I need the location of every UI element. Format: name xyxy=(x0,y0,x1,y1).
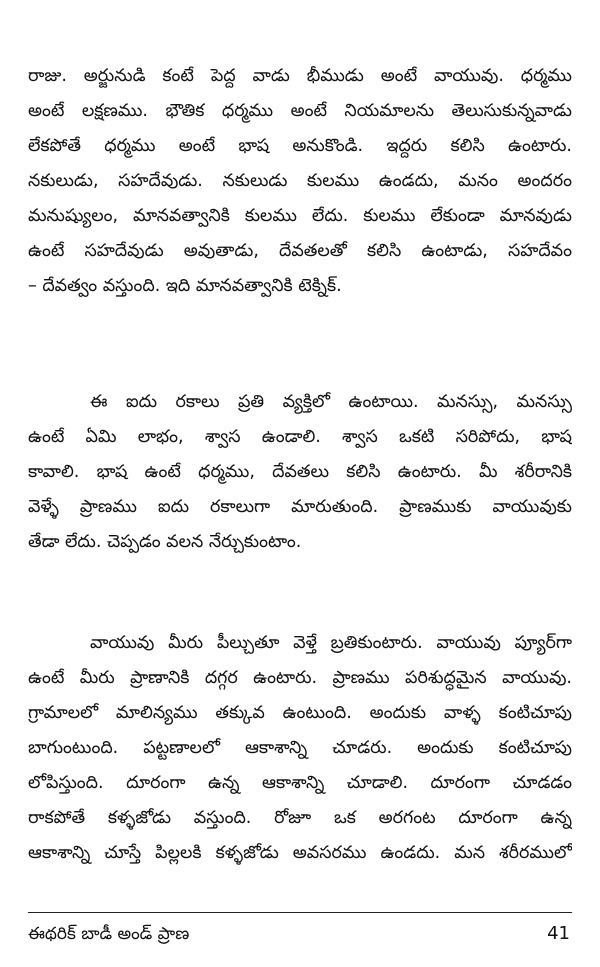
text-line: లేకపోతే ధర్మము అంటే భాష అనుకొండి. ఇద్దరు కలిసి ఉంటారు. xyxy=(28,136,572,156)
paragraph-2 xyxy=(28,385,572,560)
text-line: అంటే లక్షణము. భౌతిక ధర్మము అంటే నియమాలను తెలుసుకున్నవాడు xyxy=(28,101,572,121)
footer-divider xyxy=(28,912,572,913)
text-line: నకులుడు, సహదేవుడు. నకులుడు కులము ఉండదు, మనం అందరం xyxy=(28,171,572,191)
text-line: బాగుంటుంది. పట్టణాలలో ఆకాశాన్ని చూడరు. అందుకు కంటిచూపు xyxy=(28,738,572,758)
text-line: గ్రామాలలో మాలిన్యము తక్కువ ఉంటుంది. అందుకు వాళ్ళ కంటిచూపు xyxy=(28,703,572,723)
text-line: వెళ్ళే ప్రాణము ఐదు రకాలుగా మారుతుంది. ప్రాణముకు వాయువుకు xyxy=(28,497,572,517)
text-line: మనుష్యులం, మానవత్వానికి కులము లేదు. కులము లేకుండా మానవుడు xyxy=(28,206,572,226)
text-line: ఈ ఐదు రకాలు ప్రతి వ్యక్తిలో ఉంటాయి. మనస్సు, మనస్సు xyxy=(90,392,572,412)
text-line: ఉంటే సహదేవుడు అవుతాడు, దేవతలతో కలిసి ఉంటాడు, సహదేవం xyxy=(28,241,572,261)
paragraph-1 xyxy=(28,59,572,304)
text-line: లోపిస్తుంది. దూరంగా ఉన్న ఆకాశాన్ని చూడాలి. దూరంగా చూడడం xyxy=(28,773,572,793)
page-number: 41 xyxy=(547,923,570,944)
text-line: ఉంటే ఏమి లాభం, శ్వాస ఉండాలి. శ్వాస ఒకటి సరిపోదు, భాష xyxy=(28,427,572,447)
paragraph-3 xyxy=(28,626,572,871)
text-line: – దేవత్వం వస్తుంది. ఇది మానవత్వానికి టెక్నిక్. xyxy=(28,276,342,296)
text-line: రాకపోతే కళ్ళజోడు వస్తుంది. రోజూ ఒక అరగంట దూరంగా ఉన్న xyxy=(28,808,572,828)
text-line: రాజు. అర్జునుడి కంటే పెద్ద వాడు భీముడు అంటే వాయువు. ధర్మము xyxy=(28,66,572,86)
text-line: కావాలి. భాష ఉంటే ధర్మము, దేవతలు కలిసి ఉంటారు. మీ శరీరానికి xyxy=(28,462,572,482)
text-line: ఉంటే మీరు ప్రాణానికి దగ్గర ఉంటారు. ప్రాణము పరిశుద్ధమైన వాయువు. xyxy=(28,668,572,688)
text-line: ఆకాశాన్ని చూస్తే పిల్లలకి కళ్ళజోడు అవసరము ఉండదు. మన శరీరములో xyxy=(28,843,572,863)
text-line: వాయువు మీరు పీల్చుతూ వెళ్తే బ్రతికుంటారు. వాయువు ప్యూర్‌గా xyxy=(90,633,572,653)
running-footer-title: ఈథరిక్ బాడీ అండ్ ప్రాణ xyxy=(28,924,190,944)
text-line: తేడా లేదు. చెప్పడం వలన నేర్చుకుంటాం. xyxy=(28,532,302,552)
